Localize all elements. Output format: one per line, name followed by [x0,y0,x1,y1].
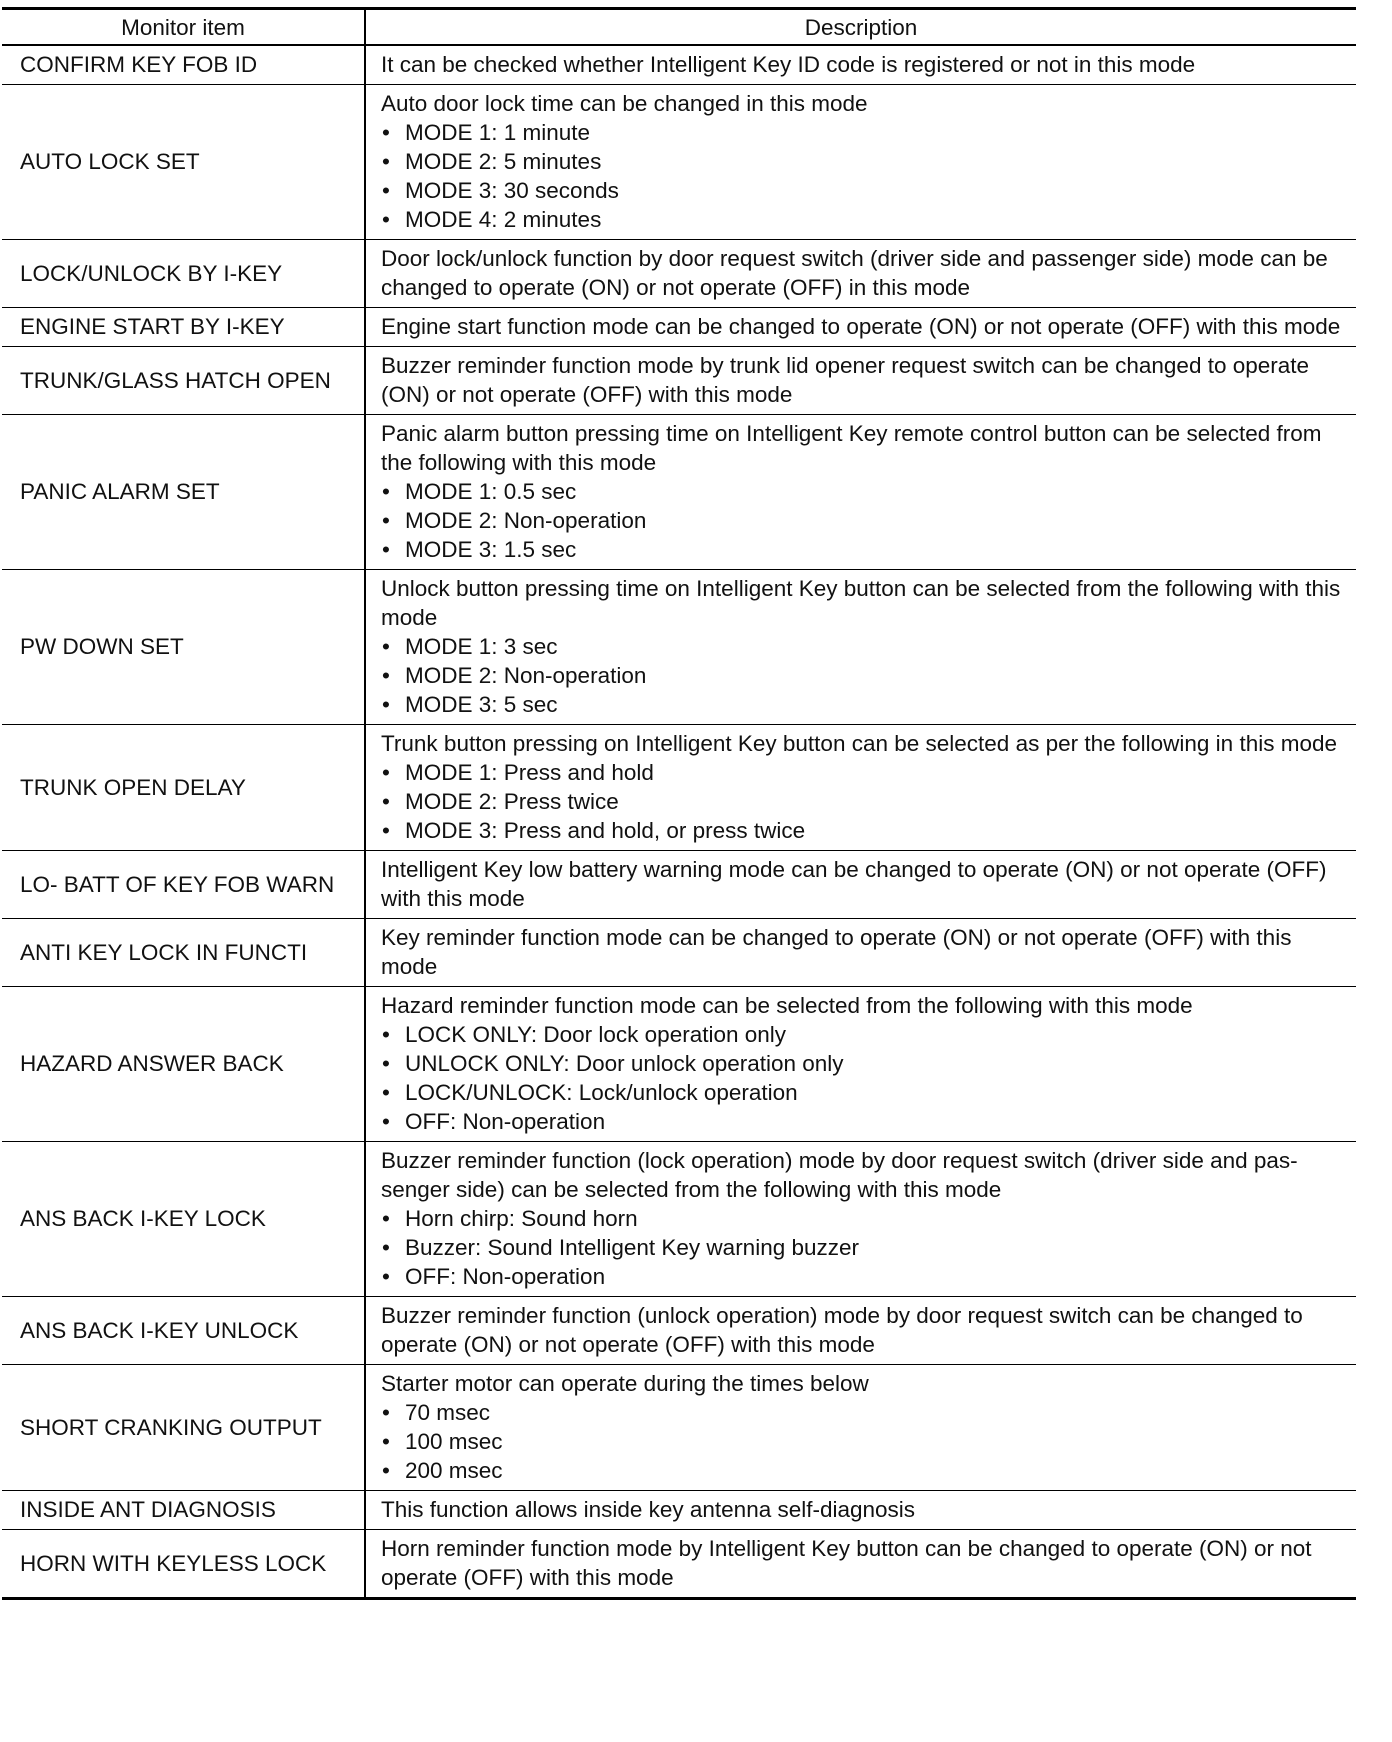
option-list [381,477,1346,564]
table-header-row [2,9,1356,46]
option-list [381,118,1346,234]
monitor-item-cell: AUTO LOCK SET [2,85,365,240]
monitor-item-cell: ANS BACK I-KEY UNLOCK [2,1297,365,1365]
description-text: Starter motor can operate during the times below [381,1371,869,1396]
description-text: Key reminder function mode can be changed to operate (ON) or not operate (OFF) with this mode [381,925,1292,979]
description-text: This function allows inside key antenna self-diagnosis [381,1497,916,1522]
description-cell [365,45,1356,85]
description-cell [365,1297,1356,1365]
option-list-item: • MODE 3: 1.5 sec [381,535,1346,564]
description-text: Buzzer reminder function (lock operation) mode by door request switch (driver side and pas-senger side) can be selected from the following with this mode [381,1148,1298,1202]
description-text: Auto door lock time can be changed in this mode [381,91,868,116]
table-body [2,45,1356,1599]
option-list [381,1204,1346,1291]
table-row [2,1530,1356,1599]
monitor-item-cell: ENGINE START BY I-KEY [2,308,365,347]
table-row [2,415,1356,570]
description-text: Buzzer reminder function mode by trunk lid opener request switch can be changed to operate (ON) or not operate (OFF) with this mode [381,353,1310,407]
option-list-item: • MODE 3: 30 seconds [381,176,1346,205]
option-list-item: • OFF: Non-operation [381,1107,1346,1136]
table-row [2,240,1356,308]
description-cell [365,240,1356,308]
column-header-description: Description [365,9,1356,46]
option-list-item: • MODE 2: Non-operation [381,506,1346,535]
table-row [2,85,1356,240]
description-text: Panic alarm button pressing time on Intelligent Key remote control button can be selected from the following with this mode [381,421,1322,475]
description-cell [365,308,1356,347]
description-cell [365,1142,1356,1297]
monitor-item-cell: HORN WITH KEYLESS LOCK [2,1530,365,1599]
option-list-item: • 100 msec [381,1427,1346,1456]
option-list [381,1020,1346,1136]
description-cell [365,987,1356,1142]
description-text: Buzzer reminder function (unlock operation) mode by door request switch can be changed to operate (ON) or not operate (OFF) with this mode [381,1303,1303,1357]
option-list-item: • OFF: Non-operation [381,1262,1346,1291]
option-list-item: • MODE 1: 3 sec [381,632,1346,661]
description-text: Door lock/unlock function by door request switch (driver side and passenger side) mode can be changed to operate (ON) or not operate (OFF) in this mode [381,246,1328,300]
description-cell [365,570,1356,725]
description-text: Unlock button pressing time on Intelligent Key button can be selected from the following with this mode [381,576,1341,630]
option-list-item: • LOCK/UNLOCK: Lock/unlock operation [381,1078,1346,1107]
option-list [381,1398,1346,1485]
option-list-item: • LOCK ONLY: Door lock operation only [381,1020,1346,1049]
table-row [2,1491,1356,1530]
description-cell [365,851,1356,919]
monitor-item-cell: SHORT CRANKING OUTPUT [2,1365,365,1491]
description-text: It can be checked whether Intelligent Key ID code is registered or not in this mode [381,52,1196,77]
table-row [2,45,1356,85]
table-row [2,1142,1356,1297]
table-row [2,1365,1356,1491]
option-list-item: • MODE 1: 0.5 sec [381,477,1346,506]
option-list-item: • MODE 4: 2 minutes [381,205,1346,234]
option-list-item: • MODE 3: Press and hold, or press twice [381,816,1346,845]
monitor-item-cell: PW DOWN SET [2,570,365,725]
option-list-item: • MODE 1: Press and hold [381,758,1346,787]
option-list [381,758,1346,845]
monitor-item-cell: CONFIRM KEY FOB ID [2,45,365,85]
table-row [2,919,1356,987]
monitor-item-cell: ANS BACK I-KEY LOCK [2,1142,365,1297]
description-cell [365,919,1356,987]
option-list-item: • MODE 2: Non-operation [381,661,1346,690]
option-list-item: • 200 msec [381,1456,1346,1485]
description-cell [365,1491,1356,1530]
description-cell [365,85,1356,240]
option-list-item: • 70 msec [381,1398,1346,1427]
option-list-item: • MODE 2: Press twice [381,787,1346,816]
monitor-item-cell: TRUNK/GLASS HATCH OPEN [2,347,365,415]
column-header-monitor-item: Monitor item [2,9,365,46]
monitor-item-cell: PANIC ALARM SET [2,415,365,570]
table-row [2,570,1356,725]
description-cell [365,347,1356,415]
description-text: Engine start function mode can be changed to operate (ON) or not operate (OFF) with this mode [381,314,1341,339]
description-cell [365,1530,1356,1599]
option-list-item: • Horn chirp: Sound horn [381,1204,1346,1233]
table-row [2,1297,1356,1365]
description-cell [365,415,1356,570]
table-row [2,347,1356,415]
description-cell [365,725,1356,851]
description-text: Intelligent Key low battery warning mode can be changed to operate (ON) or not operate (OFF) with this mode [381,857,1327,911]
table-row [2,308,1356,347]
table-row [2,851,1356,919]
monitor-item-table [2,7,1356,1600]
monitor-item-cell: TRUNK OPEN DELAY [2,725,365,851]
monitor-item-cell: ANTI KEY LOCK IN FUNCTI [2,919,365,987]
description-text: Trunk button pressing on Intelligent Key button can be selected as per the following in this mode [381,731,1337,756]
monitor-item-cell: HAZARD ANSWER BACK [2,987,365,1142]
monitor-item-cell: LO- BATT OF KEY FOB WARN [2,851,365,919]
option-list-item: • MODE 2: 5 minutes [381,147,1346,176]
table-row [2,725,1356,851]
option-list [381,632,1346,719]
monitor-item-cell: LOCK/UNLOCK BY I-KEY [2,240,365,308]
option-list-item: • MODE 3: 5 sec [381,690,1346,719]
option-list-item: • UNLOCK ONLY: Door unlock operation only [381,1049,1346,1078]
description-text: Horn reminder function mode by Intelligent Key button can be changed to operate (ON) or not operate (OFF) with this mode [381,1536,1312,1590]
description-text: Hazard reminder function mode can be selected from the following with this mode [381,993,1193,1018]
option-list-item: • Buzzer: Sound Intelligent Key warning buzzer [381,1233,1346,1262]
table-row [2,987,1356,1142]
monitor-item-cell: INSIDE ANT DIAGNOSIS [2,1491,365,1530]
description-cell [365,1365,1356,1491]
option-list-item: • MODE 1: 1 minute [381,118,1346,147]
